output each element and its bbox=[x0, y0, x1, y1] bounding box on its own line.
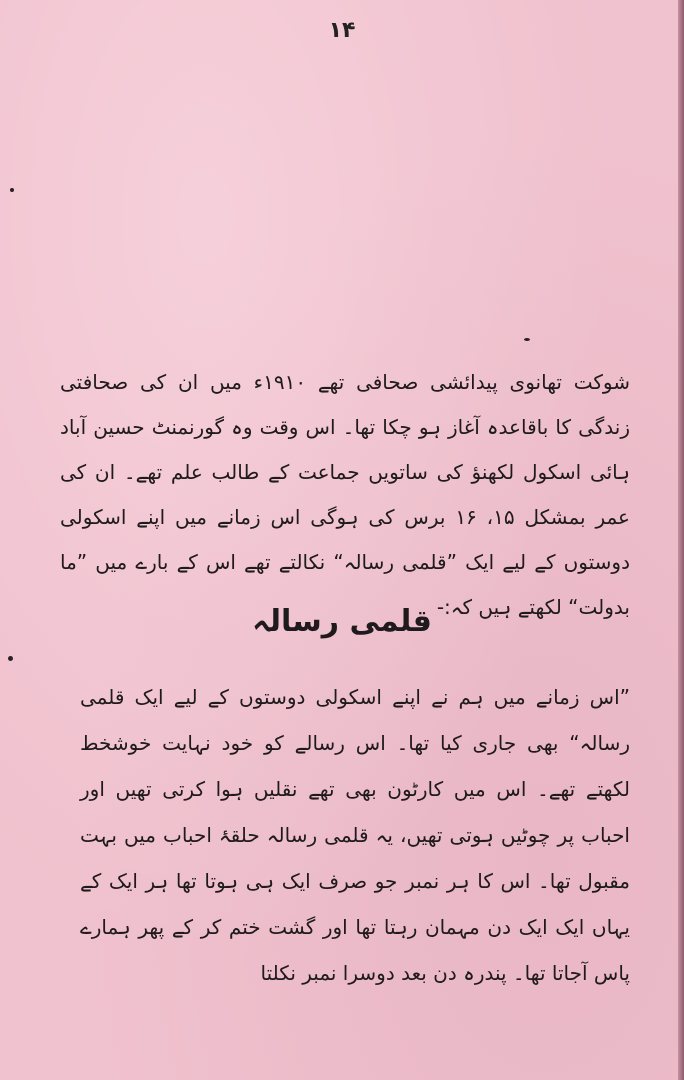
paper-speck bbox=[10, 188, 14, 192]
section-heading: قلمی رسالہ bbox=[252, 604, 432, 639]
paper-speck bbox=[8, 656, 13, 661]
quoted-paragraph: ”اس زمانے میں ہم نے اپنے اسکولی دوستوں کے لیے ایک قلمی رسالہ“ بھی جاری کیا تھا۔ اس رسالے کو خود نہایت خوشخط لکھتے تھے۔ اس میں کارٹون بھی تھے نقلیں ہوا کرتی تھیں اور احباب پر چوٹیں ہوتی تھیں، یہ قلمی رسالہ حلقۂ احباب میں بہت مقبول تھا۔ اس کا ہر نمبر جو صرف ایک ہی ہوتا تھا ہر ایک کے یہاں ایک ایک دن مہمان رہتا تھا اور گشت ختم کر کے پھر ہمارے پاس آجاتا تھا۔ پندرہ دن بعد دوسرا نمبر نکلتا bbox=[80, 685, 630, 985]
paper-speck bbox=[524, 338, 530, 341]
page-edge-shadow bbox=[678, 0, 684, 1080]
page-number: ۱۴ bbox=[328, 18, 356, 43]
body-paragraph: شوکت تھانوی پیدائشی صحافی تھے ۱۹۱۰ء میں ان کی صحافتی زندگی کا باقاعدہ آغاز ہو چکا تھا۔ اس وقت وہ گورنمنٹ حسین آباد ہائی اسکول لکھنؤ کی ساتویں جماعت کے طالب علم تھے۔ ان کی عمر بمشکل ۱۵، ۱۶ برس کی ہوگی اس زمانے میں اپنے اسکولی دوستوں کے لیے ایک ”قلمی رسالہ“ نکالتے تھے اس کے بارے میں ”ما بدولت“ لکھتے ہیں کہ:- bbox=[60, 370, 630, 619]
